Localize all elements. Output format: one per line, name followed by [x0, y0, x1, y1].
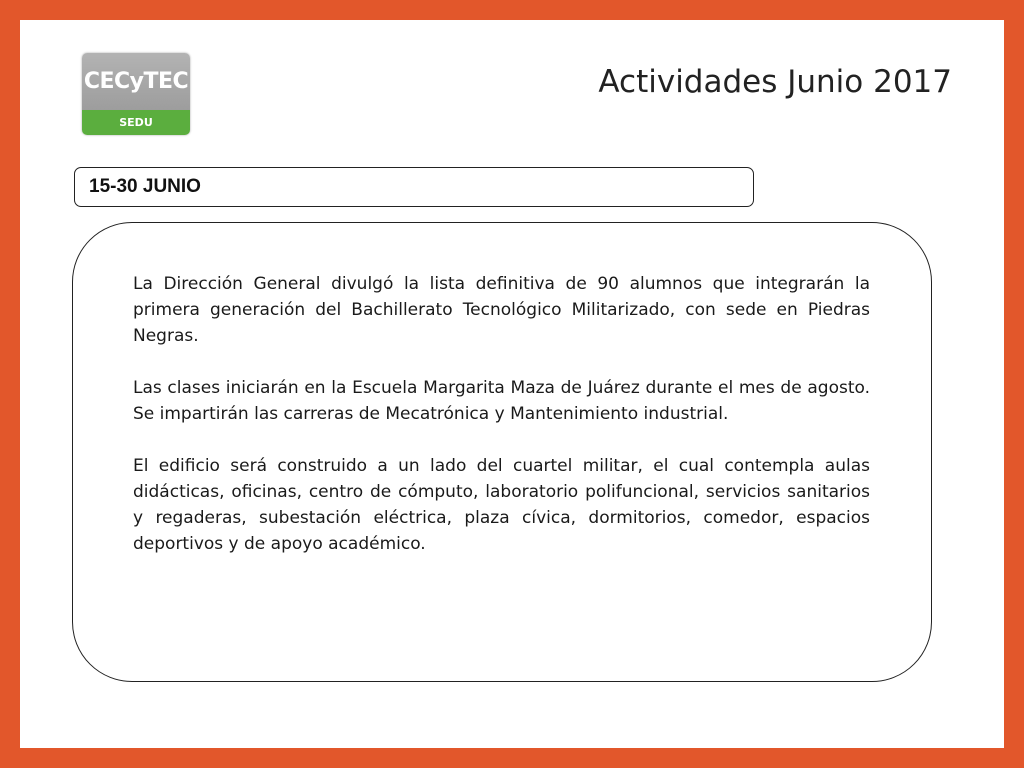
date-range-label: 15-30 JUNIO — [89, 176, 201, 197]
slide — [20, 20, 1004, 748]
content-text — [133, 271, 870, 583]
cecytec-logo — [82, 53, 190, 135]
content-panel — [72, 222, 932, 682]
paragraph-2: Las clases iniciarán en la Escuela Margarita Maza de Juárez durante el mes de agosto. Se impartirán las carreras de Mecatrónica y Mantenimiento industrial. — [133, 378, 870, 424]
paragraph-3: El edificio será construido a un lado del cuartel militar, el cual contempla aulas didácticas, oficinas, centro de cómputo, laboratorio polifuncional, servicios sanitarios y regaderas, subestación eléctrica, plaza cívica, dormitorios, comedor, espacios deportivos y de apoyo académico. — [133, 456, 870, 554]
logo-subtitle: SEDU — [82, 110, 190, 135]
date-range-bar — [74, 167, 754, 207]
logo-name: CECyTEC — [82, 53, 190, 110]
page-title: Actividades Junio 2017 — [598, 64, 952, 100]
paragraph-1: La Dirección General divulgó la lista definitiva de 90 alumnos que integrarán la primera generación del Bachillerato Tecnológico Militarizado, con sede en Piedras Negras. — [133, 274, 870, 346]
